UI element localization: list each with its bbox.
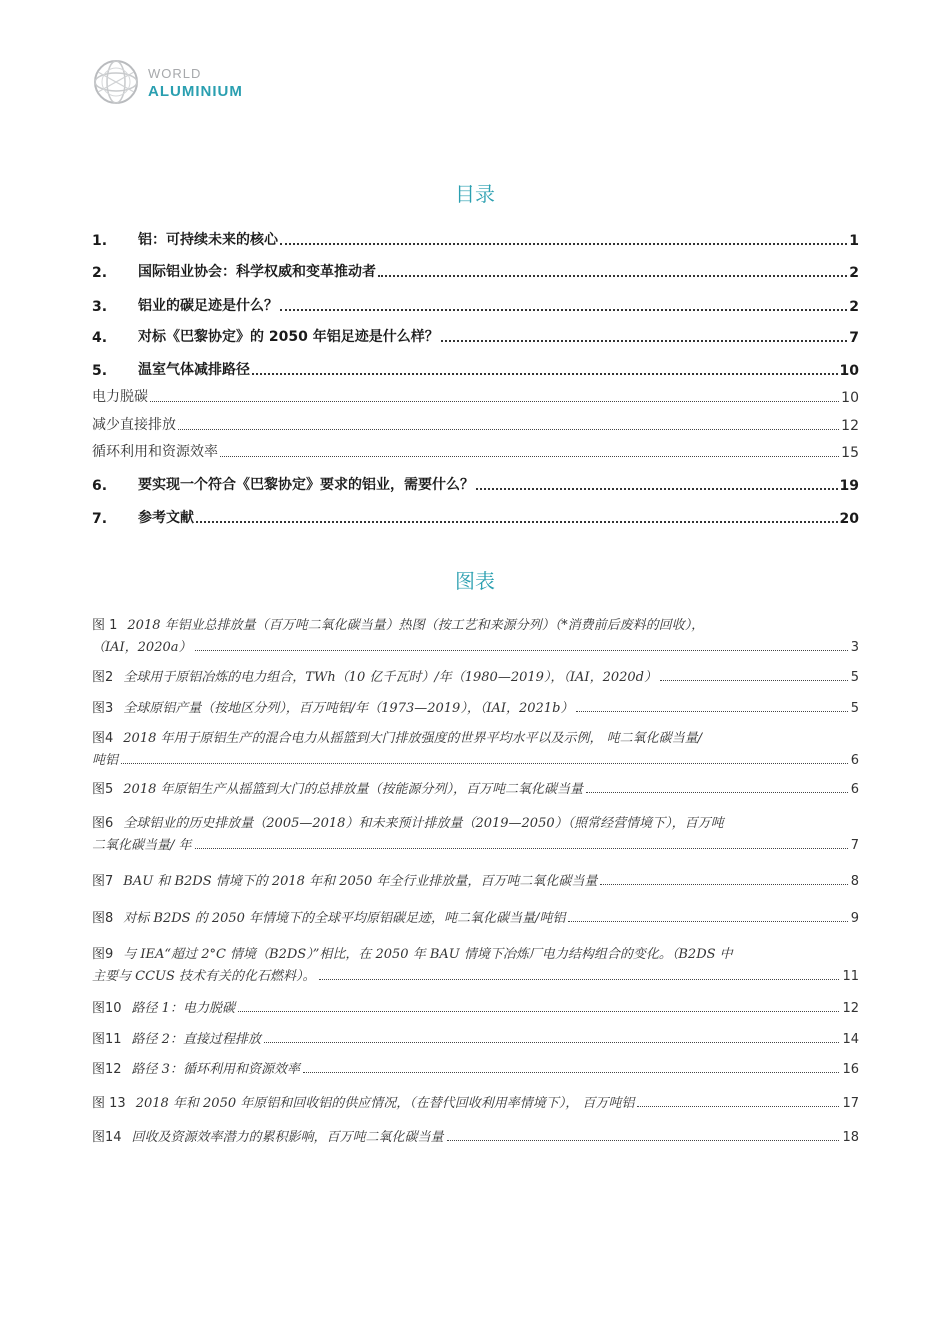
toc-entry-title: 温室气体减排路径: [138, 362, 250, 378]
toc-entry-page: 2: [849, 265, 859, 281]
toc-entry[interactable]: [92, 386, 859, 406]
dot-leader: [441, 340, 848, 342]
figure-entry[interactable]: [92, 697, 859, 716]
figure-page: 3: [850, 640, 859, 655]
dot-leader: [195, 848, 848, 849]
figure-entry[interactable]: [92, 614, 859, 655]
dot-leader: [280, 243, 847, 245]
toc-entry-number: 3.: [92, 299, 108, 315]
toc-entry-page: 1: [849, 233, 859, 249]
figure-entry[interactable]: [92, 778, 859, 797]
toc-entry-page: 10: [841, 390, 859, 406]
toc-entry-page: 2: [849, 299, 859, 315]
toc-entry[interactable]: [92, 261, 859, 281]
figure-entry[interactable]: [92, 870, 859, 889]
toc-entry-title: 对标《巴黎协定》的 2050 年铝足迹是什么样？: [138, 329, 439, 345]
figure-label: 图4: [92, 731, 114, 746]
toc-entry-page: 19: [839, 478, 859, 494]
figure-caption: 与 IEA“超过 2°C 情境（B2DS）”相比，在 2050 年 BAU 情境下冶炼厂电力结构组合的变化。（B2DS 中: [123, 947, 733, 962]
figure-page: 8: [850, 874, 859, 889]
world-aluminium-logo: [92, 58, 262, 110]
dot-leader: [196, 521, 838, 523]
figure-page: 11: [842, 969, 859, 984]
figure-page: 5: [850, 670, 859, 685]
dot-leader: [637, 1106, 839, 1107]
figure-entry[interactable]: [92, 727, 859, 768]
figure-entry[interactable]: [92, 1092, 859, 1111]
figure-label: 图14: [92, 1130, 122, 1145]
toc-entry-title: 循环利用和资源效率: [92, 444, 218, 460]
toc-entry-page: 15: [841, 445, 859, 461]
figure-page: 12: [842, 1001, 859, 1016]
dot-leader: [303, 1072, 840, 1073]
figure-entry[interactable]: [92, 907, 859, 926]
figure-entry[interactable]: [92, 1126, 859, 1145]
dot-leader: [576, 711, 847, 712]
dot-leader: [600, 884, 847, 885]
dot-leader: [319, 979, 840, 980]
toc-entry[interactable]: [92, 359, 859, 379]
globe-icon: [92, 58, 140, 106]
dot-leader: [264, 1042, 840, 1043]
toc-entry-title: 参考文献: [138, 510, 194, 526]
figure-page: 9: [850, 911, 859, 926]
toc-entry-title: 国际铝业协会：科学权威和变革推动者: [138, 264, 376, 280]
dot-leader: [447, 1140, 840, 1141]
toc-entry-number: 4.: [92, 330, 108, 346]
figure-entry[interactable]: [92, 943, 859, 984]
toc-entry-number: 7.: [92, 511, 108, 527]
figure-entry[interactable]: [92, 666, 859, 685]
toc-entry[interactable]: [92, 474, 859, 494]
toc-entry-title: 减少直接排放: [92, 417, 176, 433]
dot-leader: [238, 1011, 840, 1012]
toc-entry-number: 6.: [92, 478, 108, 494]
figure-caption: 对标 B2DS 的 2050 年情境下的全球平均原铝碳足迹，吨二氧化碳当量/吨铝: [123, 911, 566, 926]
logo-word-aluminium: ALUMINIUM: [148, 83, 243, 100]
toc-entry-page: 7: [849, 330, 859, 346]
figure-caption: 2018 年用于原铝生产的混合电力从摇篮到大门排放强度的世界平均水平以及示例， 吨二氧化碳当量/: [123, 731, 703, 746]
figure-caption: 2018 年原铝生产从摇篮到大门的总排放量（按能源分列），百万吨二氧化碳当量: [123, 782, 583, 797]
figure-label: 图 1: [92, 618, 118, 633]
dot-leader: [220, 456, 839, 457]
figure-caption: 吨铝: [92, 753, 119, 768]
dot-leader: [178, 429, 839, 430]
toc-entry-page: 12: [841, 418, 859, 434]
logo-word-world: WORLD: [148, 66, 202, 81]
figure-page: 17: [842, 1096, 859, 1111]
dot-leader: [280, 309, 847, 311]
toc-entry-number: 1.: [92, 233, 108, 249]
figure-label: 图6: [92, 816, 114, 831]
toc-entry-number: 5.: [92, 363, 108, 379]
toc-entry[interactable]: [92, 295, 859, 315]
toc-entry-title: 铝业的碳足迹是什么？: [138, 298, 278, 314]
figure-entry[interactable]: [92, 1058, 859, 1077]
figure-label: 图12: [92, 1062, 122, 1077]
dot-leader: [195, 650, 848, 651]
figure-entry[interactable]: [92, 1028, 859, 1047]
figure-caption: 路径 2：直接过程排放: [131, 1032, 261, 1047]
figure-label: 图9: [92, 947, 114, 962]
figure-label: 图7: [92, 874, 114, 889]
dot-leader: [378, 275, 847, 277]
figure-page: 5: [850, 701, 859, 716]
figure-caption: BAU 和 B2DS 情境下的 2018 年和 2050 年全行业排放量，百万吨二氧化碳当量: [123, 874, 598, 889]
figure-label: 图5: [92, 782, 114, 797]
figure-page: 14: [842, 1032, 859, 1047]
figure-caption: （IAI，2020a）: [92, 640, 192, 655]
toc-entry[interactable]: [92, 441, 859, 461]
toc-entry[interactable]: [92, 414, 859, 434]
figure-caption: 全球原铝产量（按地区分列），百万吨铝/年（1973—2019），（IAI，2021b）: [123, 701, 574, 716]
figure-caption: 2018 年铝业总排放量（百万吨二氧化碳当量）热图（按工艺和来源分列）（*消费前后废料的回收），: [127, 618, 705, 633]
toc-title: 目录: [455, 182, 495, 206]
figure-caption: 二氧化碳当量/ 年: [92, 838, 192, 853]
toc-entry-page: 10: [839, 363, 859, 379]
figure-caption: 2018 年和 2050 年原铝和回收铝的供应情况，（在替代回收利用率情境下）， 百万吨铝: [135, 1096, 635, 1111]
figure-caption: 主要与 CCUS 技术有关的化石燃料）。: [92, 969, 316, 984]
dot-leader: [252, 373, 838, 375]
figure-caption: 路径 3：循环利用和资源效率: [131, 1062, 300, 1077]
figure-caption: 路径 1：电力脱碳: [131, 1001, 235, 1016]
figure-label: 图 13: [92, 1096, 126, 1111]
figure-label: 图10: [92, 1001, 122, 1016]
figure-label: 图8: [92, 911, 114, 926]
figures-title: 图表: [455, 569, 495, 593]
dot-leader: [150, 401, 839, 402]
dot-leader: [476, 488, 838, 490]
figure-caption: 全球铝业的历史排放量（2005—2018）和未来预计排放量（2019—2050）（照常经营情境下），百万吨: [123, 816, 724, 831]
figure-page: 16: [842, 1062, 859, 1077]
toc-entry-page: 20: [839, 511, 859, 527]
figure-page: 18: [842, 1130, 859, 1145]
figure-caption: 全球用于原铝冶炼的电力组合，TWh（10 亿千瓦时）/年（1980—2019），（IAI，2020d）: [123, 670, 657, 685]
toc-entry[interactable]: [92, 229, 859, 249]
figure-label: 图11: [92, 1032, 122, 1047]
toc-entry-title: 铝：可持续未来的核心: [138, 232, 278, 248]
figure-label: 图3: [92, 701, 114, 716]
dot-leader: [121, 763, 848, 764]
toc-entry-title: 要实现一个符合《巴黎协定》要求的铝业，需要什么？: [138, 477, 474, 493]
figure-caption: 回收及资源效率潜力的累积影响，百万吨二氧化碳当量: [131, 1130, 444, 1145]
figure-page: 7: [850, 838, 859, 853]
figure-entry[interactable]: [92, 812, 859, 853]
figure-page: 6: [850, 782, 859, 797]
dot-leader: [568, 921, 847, 922]
figure-page: 6: [850, 753, 859, 768]
dot-leader: [660, 680, 848, 681]
dot-leader: [586, 792, 848, 793]
figure-entry[interactable]: [92, 997, 859, 1016]
toc-entry[interactable]: [92, 507, 859, 527]
toc-entry-number: 2.: [92, 265, 108, 281]
toc-entry-title: 电力脱碳: [92, 389, 148, 405]
figure-label: 图2: [92, 670, 114, 685]
toc-entry[interactable]: [92, 326, 859, 346]
